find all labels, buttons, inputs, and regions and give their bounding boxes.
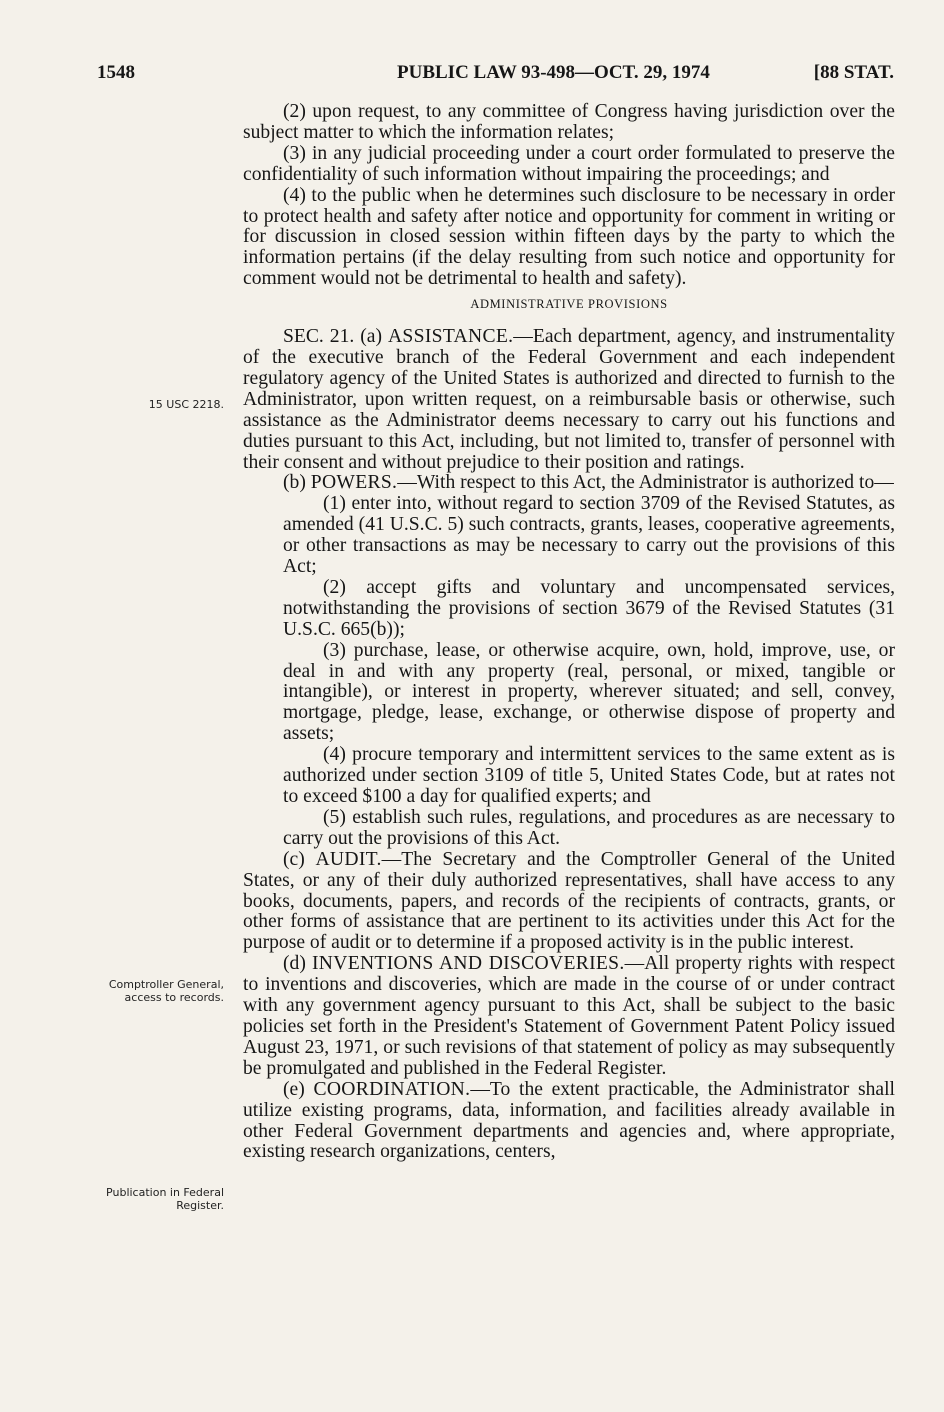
page-title: PUBLIC LAW 93-498—OCT. 29, 1974 [397, 62, 710, 83]
body-text [243, 102, 895, 1163]
section-21d [243, 954, 895, 1079]
section-21c [243, 850, 895, 955]
audit-label: AUDIT. [315, 848, 382, 870]
section-21a [243, 327, 895, 473]
audit-text: —The Secretary and the Comptroller General of the United States, or any of their duly authorized representatives, shall have access to any books, documents, papers, and records of the recipients of contracts, grants, or other forms of assistance that are pertinent to its activities under this Act for the purpose of audit or to determine if a proposed activity is in the public interest. [243, 848, 895, 954]
power-item-5: (5) establish such rules, regulations, and procedures as are necessary to carry out the provisions of this Act. [283, 806, 895, 849]
paragraph-3: (3) in any judicial proceeding under a court order formulated to preserve the confidentiality of such information without impairing the proceedings; and [243, 142, 895, 185]
statute-reference: [88 STAT. [813, 62, 894, 83]
coordination-prefix: (e) [283, 1078, 305, 1100]
power-item-3: (3) purchase, lease, or otherwise acquire, own, hold, improve, use, or deal in and with any property (real, personal, or mixed, tangible or intangible), or interest in property, wherever situated; and sell, convey, mortgage, pledge, lease, exchange, or otherwise dispose of property and assets; [283, 639, 895, 745]
power-item-4: (4) procure temporary and intermittent services to the same extent as is authorized under section 3109 of title 5, United States Code, but at rates not to exceed $100 a day for qualified experts; and [283, 744, 895, 807]
page-header [97, 62, 894, 88]
powers-prefix: (b) [283, 472, 306, 494]
margin-note-comptroller: Comptroller General, access to records. [108, 978, 224, 1004]
paragraph-4: (4) to the public when he determines such disclosure to be necessary in order to protect health and safety after notice and opportunity for comment in writing or for discussion in closed session within fifteen days by the party to which the information pertains (if the delay resulting from such notice and opportunity for comment would not be detrimental to health and safety). [243, 184, 895, 290]
inventions-text: —All property rights with respect to inventions and discoveries, which are made in the course of or under contract with any government agency pursuant to this Act, shall be subject to the basic policies set forth in the President's Statement of Government Patent Policy issued August 23, 1971, or such revisions of that statement of policy as may subsequently be promulgated and published in the Federal Register. [243, 953, 895, 1079]
section-21e [243, 1080, 895, 1164]
section-heading: ADMINISTRATIVE PROVISIONS [470, 297, 668, 312]
power-item-2: (2) accept gifts and voluntary and uncompensated services, notwithstanding the provisions of section 3679 of the Revised Statutes (31 U.S.C. 665(b)); [283, 576, 895, 640]
inventions-prefix: (d) [283, 953, 306, 975]
paragraph-2: (2) upon request, to any committee of Congress having jurisdiction over the subject matter to which the information relates; [243, 101, 895, 143]
margin-note-publication: Publication in Federal Register. [106, 1186, 224, 1212]
audit-prefix: (c) [283, 848, 305, 870]
assistance-label: ASSISTANCE. [387, 326, 514, 348]
margin-note-usc: 15 USC 2218. [148, 398, 224, 411]
inventions-label: INVENTIONS AND DISCOVERIES. [311, 953, 625, 975]
coordination-text: —To the extent practicable, the Administrator shall utilize existing programs, data, information, and facilities already available in other Federal Government departments and agencies and, where appropriate, existing research organizations, centers, [243, 1078, 895, 1163]
section-21b [243, 473, 895, 494]
power-item-1: (1) enter into, without regard to section 3709 of the Revised Statutes, as amended (41 U.S.C. 5) such contracts, grants, leases, cooperative agreements, or other transactions as may be necessary to carry out the provisions of this Act; [283, 493, 895, 578]
assistance-text: —Each department, agency, and instrumentality of the executive branch of the Federal Government and each independent regulatory agency of the United States is authorized and directed to furnish to the Administrator, upon written request, on a reimbursable basis or otherwise, such assistance as the Administrator deems necessary to carry out his functions and duties pursuant to this Act, including, but not limited to, transfer of personnel with their consent and without prejudice to their position and ratings. [243, 326, 895, 473]
powers-label: POWERS. [310, 472, 398, 494]
section-21-prefix: SEC. 21. (a) [283, 326, 383, 348]
coordination-label: COORDINATION. [313, 1078, 471, 1100]
page-number: 1548 [97, 62, 135, 83]
powers-text: —With respect to this Act, the Administrator is authorized to— [397, 472, 894, 494]
